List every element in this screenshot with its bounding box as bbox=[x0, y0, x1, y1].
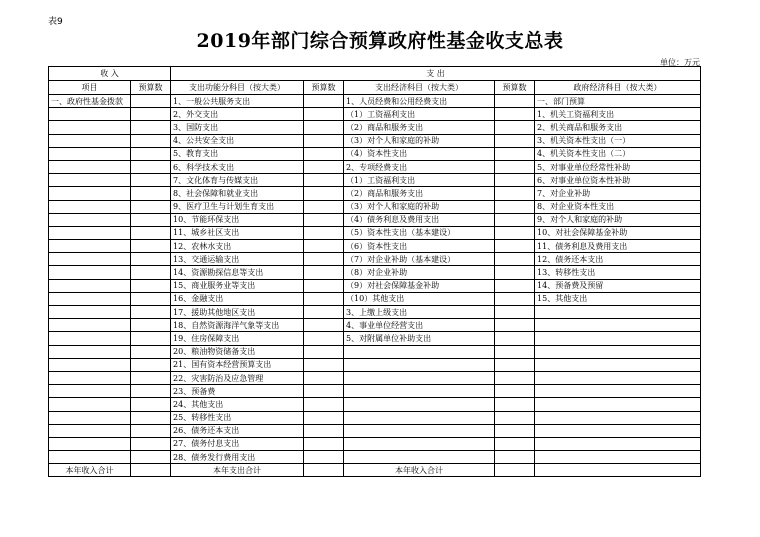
table-row bbox=[49, 187, 701, 200]
expense-header: 支 出 bbox=[171, 67, 701, 81]
econ-class-item-cell: （3）对个人和家庭的补助 bbox=[344, 134, 495, 147]
gov-econ-item-cell bbox=[535, 306, 701, 319]
econ-class-item-cell bbox=[344, 451, 495, 464]
econ-budget-cell bbox=[495, 437, 535, 450]
budget-header: 预算数 bbox=[304, 81, 344, 95]
income-item-cell bbox=[49, 385, 131, 398]
gov-econ-item-cell: 10、对社会保障基金补助 bbox=[535, 226, 701, 239]
econ-budget-cell bbox=[495, 174, 535, 187]
table-row bbox=[49, 411, 701, 424]
func-class-item-cell: 23、预备费 bbox=[171, 385, 304, 398]
func-budget-cell bbox=[304, 213, 344, 226]
income-item-cell bbox=[49, 226, 131, 239]
func-budget-cell bbox=[304, 253, 344, 266]
func-budget-cell bbox=[304, 332, 344, 345]
table-row bbox=[49, 147, 701, 160]
table-row bbox=[49, 279, 701, 292]
econ-budget-cell bbox=[495, 134, 535, 147]
econ-class-item-cell: （5）资本性支出（基本建设） bbox=[344, 226, 495, 239]
income-budget-cell bbox=[131, 437, 171, 450]
econ-class-item-cell bbox=[344, 437, 495, 450]
income-item-cell bbox=[49, 332, 131, 345]
func-budget-cell bbox=[304, 200, 344, 213]
econ-class-item-cell: 3、上缴上级支出 bbox=[344, 306, 495, 319]
func-class-item-cell: 20、粮油物资储备支出 bbox=[171, 345, 304, 358]
gov-econ-item-cell bbox=[535, 398, 701, 411]
func-class-item-cell: 26、债务还本支出 bbox=[171, 424, 304, 437]
income-item-cell bbox=[49, 121, 131, 134]
gov-econ-item-cell bbox=[535, 424, 701, 437]
func-class-item-cell: 4、公共安全支出 bbox=[171, 134, 304, 147]
econ-budget-cell bbox=[495, 411, 535, 424]
gov-econ-item-cell: 4、机关资本性支出（二） bbox=[535, 147, 701, 160]
income-item-cell bbox=[49, 398, 131, 411]
income-item-cell bbox=[49, 200, 131, 213]
table-row bbox=[49, 292, 701, 305]
econ-class-item-cell bbox=[344, 358, 495, 371]
expense-total-value bbox=[304, 464, 344, 477]
econ-class-item-cell: （7）对企业补助（基本建设） bbox=[344, 253, 495, 266]
econ-budget-cell bbox=[495, 279, 535, 292]
econ-class-item-cell: （1）工资福利支出 bbox=[344, 108, 495, 121]
income-item-cell bbox=[49, 319, 131, 332]
gov-econ-item-cell bbox=[535, 319, 701, 332]
page-title: 2019年部门综合预算政府性基金收支总表 bbox=[196, 30, 564, 52]
header-row-1 bbox=[49, 67, 701, 81]
income-budget-cell bbox=[131, 345, 171, 358]
func-budget-cell bbox=[304, 345, 344, 358]
income-item-cell bbox=[49, 306, 131, 319]
budget-header: 预算数 bbox=[495, 81, 535, 95]
income-budget-cell bbox=[131, 147, 171, 160]
econ-class-item-cell: （2）商品和服务支出 bbox=[344, 187, 495, 200]
gov-econ-item-cell: 1、机关工资福利支出 bbox=[535, 108, 701, 121]
econ-budget-cell bbox=[495, 371, 535, 384]
income-budget-cell bbox=[131, 398, 171, 411]
func-class-item-cell: 24、其他支出 bbox=[171, 398, 304, 411]
unit-label: 单位：万元 bbox=[660, 58, 700, 67]
gov-econ-item-cell bbox=[535, 437, 701, 450]
income-budget-cell bbox=[131, 253, 171, 266]
table-row bbox=[49, 240, 701, 253]
func-class-item-cell: 15、商业服务业等支出 bbox=[171, 279, 304, 292]
income-total-value bbox=[131, 464, 171, 477]
gov-econ-item-cell bbox=[535, 358, 701, 371]
income-item-cell bbox=[49, 266, 131, 279]
table-number: 表9 bbox=[48, 17, 63, 27]
income-budget-cell bbox=[131, 332, 171, 345]
income-budget-cell bbox=[131, 213, 171, 226]
total-value-2 bbox=[495, 464, 535, 477]
econ-budget-cell bbox=[495, 345, 535, 358]
table-row bbox=[49, 95, 701, 108]
income-item-cell bbox=[49, 134, 131, 147]
gov-econ-item-cell: 8、对企业资本性支出 bbox=[535, 200, 701, 213]
func-budget-cell bbox=[304, 451, 344, 464]
func-budget-cell bbox=[304, 306, 344, 319]
table-row bbox=[49, 266, 701, 279]
func-budget-cell bbox=[304, 174, 344, 187]
income-budget-cell bbox=[131, 160, 171, 173]
table-row bbox=[49, 253, 701, 266]
table-row bbox=[49, 134, 701, 147]
table-row bbox=[49, 358, 701, 371]
econ-class-item-cell: 1、人员经费和公用经费支出 bbox=[344, 95, 495, 108]
func-budget-cell bbox=[304, 187, 344, 200]
func-class-header: 支出功能分科目（按大类） bbox=[171, 81, 304, 95]
income-item-cell bbox=[49, 345, 131, 358]
income-item-cell bbox=[49, 147, 131, 160]
table-row bbox=[49, 108, 701, 121]
gov-econ-item-cell: 3、机关资本性支出（一） bbox=[535, 134, 701, 147]
econ-budget-cell bbox=[495, 398, 535, 411]
income-item-cell bbox=[49, 292, 131, 305]
econ-class-item-cell: （3）对个人和家庭的补助 bbox=[344, 200, 495, 213]
econ-class-item-cell bbox=[344, 411, 495, 424]
income-total-label-2: 本年收入合计 bbox=[344, 464, 495, 477]
func-budget-cell bbox=[304, 398, 344, 411]
econ-class-item-cell: （1）工资福利支出 bbox=[344, 174, 495, 187]
table-row bbox=[49, 451, 701, 464]
income-item-cell bbox=[49, 240, 131, 253]
econ-budget-cell bbox=[495, 160, 535, 173]
gov-econ-item-cell: 15、其他支出 bbox=[535, 292, 701, 305]
income-budget-cell bbox=[131, 200, 171, 213]
econ-class-item-cell: （6）资本性支出 bbox=[344, 240, 495, 253]
econ-class-item-cell: 5、对附属单位补助支出 bbox=[344, 332, 495, 345]
gov-econ-item-cell bbox=[535, 345, 701, 358]
gov-econ-item-cell: 7、对企业补助 bbox=[535, 187, 701, 200]
func-budget-cell bbox=[304, 437, 344, 450]
gov-econ-item-cell bbox=[535, 411, 701, 424]
income-budget-cell bbox=[131, 371, 171, 384]
func-class-item-cell: 22、灾害防治及应急管理 bbox=[171, 371, 304, 384]
income-budget-cell bbox=[131, 108, 171, 121]
table-row bbox=[49, 437, 701, 450]
func-budget-cell bbox=[304, 319, 344, 332]
econ-class-item-cell: 4、事业单位经营支出 bbox=[344, 319, 495, 332]
table-row bbox=[49, 306, 701, 319]
econ-class-item-cell: （10）其他支出 bbox=[344, 292, 495, 305]
table-row bbox=[49, 213, 701, 226]
income-item-cell: 一、政府性基金拨款 bbox=[49, 95, 131, 108]
income-item-cell bbox=[49, 108, 131, 121]
total-blank bbox=[535, 464, 701, 477]
func-budget-cell bbox=[304, 279, 344, 292]
income-budget-cell bbox=[131, 411, 171, 424]
income-item-cell bbox=[49, 279, 131, 292]
gov-econ-item-cell: 9、对个人和家庭的补助 bbox=[535, 213, 701, 226]
income-item-cell bbox=[49, 411, 131, 424]
func-class-item-cell: 12、农林水支出 bbox=[171, 240, 304, 253]
func-class-item-cell: 25、转移性支出 bbox=[171, 411, 304, 424]
func-budget-cell bbox=[304, 358, 344, 371]
econ-budget-cell bbox=[495, 319, 535, 332]
func-class-item-cell: 5、教育支出 bbox=[171, 147, 304, 160]
func-budget-cell bbox=[304, 108, 344, 121]
func-budget-cell bbox=[304, 147, 344, 160]
func-class-item-cell: 11、城乡社区支出 bbox=[171, 226, 304, 239]
econ-budget-cell bbox=[495, 95, 535, 108]
econ-class-item-cell: 2、专项经费支出 bbox=[344, 160, 495, 173]
func-budget-cell bbox=[304, 424, 344, 437]
func-class-item-cell: 1、一般公共服务支出 bbox=[171, 95, 304, 108]
func-class-item-cell: 21、国有资本经营预算支出 bbox=[171, 358, 304, 371]
income-budget-cell bbox=[131, 174, 171, 187]
func-class-item-cell: 2、外交支出 bbox=[171, 108, 304, 121]
income-budget-cell bbox=[131, 95, 171, 108]
func-class-item-cell: 16、金融支出 bbox=[171, 292, 304, 305]
econ-budget-cell bbox=[495, 147, 535, 160]
econ-class-header: 支出经济科目（按大类） bbox=[344, 81, 495, 95]
func-budget-cell bbox=[304, 411, 344, 424]
econ-budget-cell bbox=[495, 332, 535, 345]
func-budget-cell bbox=[304, 292, 344, 305]
econ-class-item-cell: （4）债务利息及费用支出 bbox=[344, 213, 495, 226]
income-budget-cell bbox=[131, 187, 171, 200]
econ-class-item-cell: （2）商品和服务支出 bbox=[344, 121, 495, 134]
econ-budget-cell bbox=[495, 226, 535, 239]
gov-econ-item-cell: 2、机关商品和服务支出 bbox=[535, 121, 701, 134]
econ-budget-cell bbox=[495, 200, 535, 213]
gov-econ-item-cell: 12、债务还本支出 bbox=[535, 253, 701, 266]
budget-table bbox=[48, 66, 701, 477]
econ-budget-cell bbox=[495, 108, 535, 121]
income-budget-cell bbox=[131, 279, 171, 292]
table-row bbox=[49, 174, 701, 187]
totals-row bbox=[49, 464, 701, 477]
econ-budget-cell bbox=[495, 213, 535, 226]
func-class-item-cell: 17、援助其他地区支出 bbox=[171, 306, 304, 319]
income-budget-cell bbox=[131, 266, 171, 279]
econ-budget-cell bbox=[495, 385, 535, 398]
gov-econ-class-header: 政府经济科目（按大类） bbox=[535, 81, 701, 95]
econ-class-item-cell bbox=[344, 345, 495, 358]
econ-class-item-cell: （4）资本性支出 bbox=[344, 147, 495, 160]
header-row-2 bbox=[49, 81, 701, 95]
table-row bbox=[49, 200, 701, 213]
gov-econ-item-cell: 6、对事业单位资本性补助 bbox=[535, 174, 701, 187]
item-header: 项目 bbox=[49, 81, 131, 95]
func-budget-cell bbox=[304, 266, 344, 279]
gov-econ-item-cell bbox=[535, 385, 701, 398]
income-budget-cell bbox=[131, 134, 171, 147]
income-budget-cell bbox=[131, 226, 171, 239]
func-class-item-cell: 6、科学技术支出 bbox=[171, 160, 304, 173]
income-budget-cell bbox=[131, 240, 171, 253]
income-budget-cell bbox=[131, 306, 171, 319]
table-row bbox=[49, 121, 701, 134]
econ-budget-cell bbox=[495, 451, 535, 464]
table-row bbox=[49, 385, 701, 398]
table-row bbox=[49, 345, 701, 358]
func-class-item-cell: 18、自然资源海洋气象等支出 bbox=[171, 319, 304, 332]
func-budget-cell bbox=[304, 371, 344, 384]
income-item-cell bbox=[49, 424, 131, 437]
expense-total-label: 本年支出合计 bbox=[171, 464, 304, 477]
income-budget-cell bbox=[131, 121, 171, 134]
income-header: 收 入 bbox=[49, 67, 171, 81]
table-row bbox=[49, 371, 701, 384]
income-item-cell bbox=[49, 187, 131, 200]
table-row bbox=[49, 226, 701, 239]
income-item-cell bbox=[49, 371, 131, 384]
income-item-cell bbox=[49, 160, 131, 173]
budget-header: 预算数 bbox=[131, 81, 171, 95]
econ-class-item-cell bbox=[344, 385, 495, 398]
income-budget-cell bbox=[131, 385, 171, 398]
gov-econ-item-cell bbox=[535, 371, 701, 384]
table-row bbox=[49, 398, 701, 411]
income-total-label: 本年收入合计 bbox=[49, 464, 131, 477]
econ-budget-cell bbox=[495, 121, 535, 134]
econ-budget-cell bbox=[495, 424, 535, 437]
econ-class-item-cell: （8）对企业补助 bbox=[344, 266, 495, 279]
func-class-item-cell: 7、文化体育与传媒支出 bbox=[171, 174, 304, 187]
func-class-item-cell: 8、社会保障和就业支出 bbox=[171, 187, 304, 200]
econ-budget-cell bbox=[495, 292, 535, 305]
func-budget-cell bbox=[304, 121, 344, 134]
income-budget-cell bbox=[131, 292, 171, 305]
income-item-cell bbox=[49, 174, 131, 187]
econ-class-item-cell: （9）对社会保障基金补助 bbox=[344, 279, 495, 292]
func-class-item-cell: 3、国防支出 bbox=[171, 121, 304, 134]
econ-class-item-cell bbox=[344, 424, 495, 437]
gov-econ-item-cell bbox=[535, 451, 701, 464]
income-budget-cell bbox=[131, 358, 171, 371]
income-budget-cell bbox=[131, 424, 171, 437]
table-row bbox=[49, 160, 701, 173]
income-budget-cell bbox=[131, 319, 171, 332]
income-item-cell bbox=[49, 253, 131, 266]
table-row bbox=[49, 332, 701, 345]
income-item-cell bbox=[49, 451, 131, 464]
econ-budget-cell bbox=[495, 306, 535, 319]
func-budget-cell bbox=[304, 95, 344, 108]
func-class-item-cell: 9、医疗卫生与计划生育支出 bbox=[171, 200, 304, 213]
econ-class-item-cell bbox=[344, 371, 495, 384]
gov-econ-item-cell: 13、转移性支出 bbox=[535, 266, 701, 279]
gov-econ-item-cell: 11、债务利息及费用支出 bbox=[535, 240, 701, 253]
gov-econ-item-cell: 14、预备费及预留 bbox=[535, 279, 701, 292]
econ-budget-cell bbox=[495, 240, 535, 253]
table-row bbox=[49, 424, 701, 437]
func-budget-cell bbox=[304, 160, 344, 173]
econ-budget-cell bbox=[495, 266, 535, 279]
gov-econ-item-cell: 一、部门预算 bbox=[535, 95, 701, 108]
income-budget-cell bbox=[131, 451, 171, 464]
econ-budget-cell bbox=[495, 358, 535, 371]
income-item-cell bbox=[49, 437, 131, 450]
income-item-cell bbox=[49, 213, 131, 226]
func-class-item-cell: 28、债务发行费用支出 bbox=[171, 451, 304, 464]
func-class-item-cell: 14、资源勘探信息等支出 bbox=[171, 266, 304, 279]
gov-econ-item-cell: 5、对事业单位经常性补助 bbox=[535, 160, 701, 173]
econ-budget-cell bbox=[495, 253, 535, 266]
func-budget-cell bbox=[304, 226, 344, 239]
econ-class-item-cell bbox=[344, 398, 495, 411]
func-budget-cell bbox=[304, 385, 344, 398]
func-class-item-cell: 10、节能环保支出 bbox=[171, 213, 304, 226]
table-row bbox=[49, 319, 701, 332]
func-class-item-cell: 27、债务付息支出 bbox=[171, 437, 304, 450]
func-budget-cell bbox=[304, 240, 344, 253]
gov-econ-item-cell bbox=[535, 332, 701, 345]
econ-budget-cell bbox=[495, 187, 535, 200]
func-budget-cell bbox=[304, 134, 344, 147]
func-class-item-cell: 19、住房保障支出 bbox=[171, 332, 304, 345]
income-item-cell bbox=[49, 358, 131, 371]
func-class-item-cell: 13、交通运输支出 bbox=[171, 253, 304, 266]
